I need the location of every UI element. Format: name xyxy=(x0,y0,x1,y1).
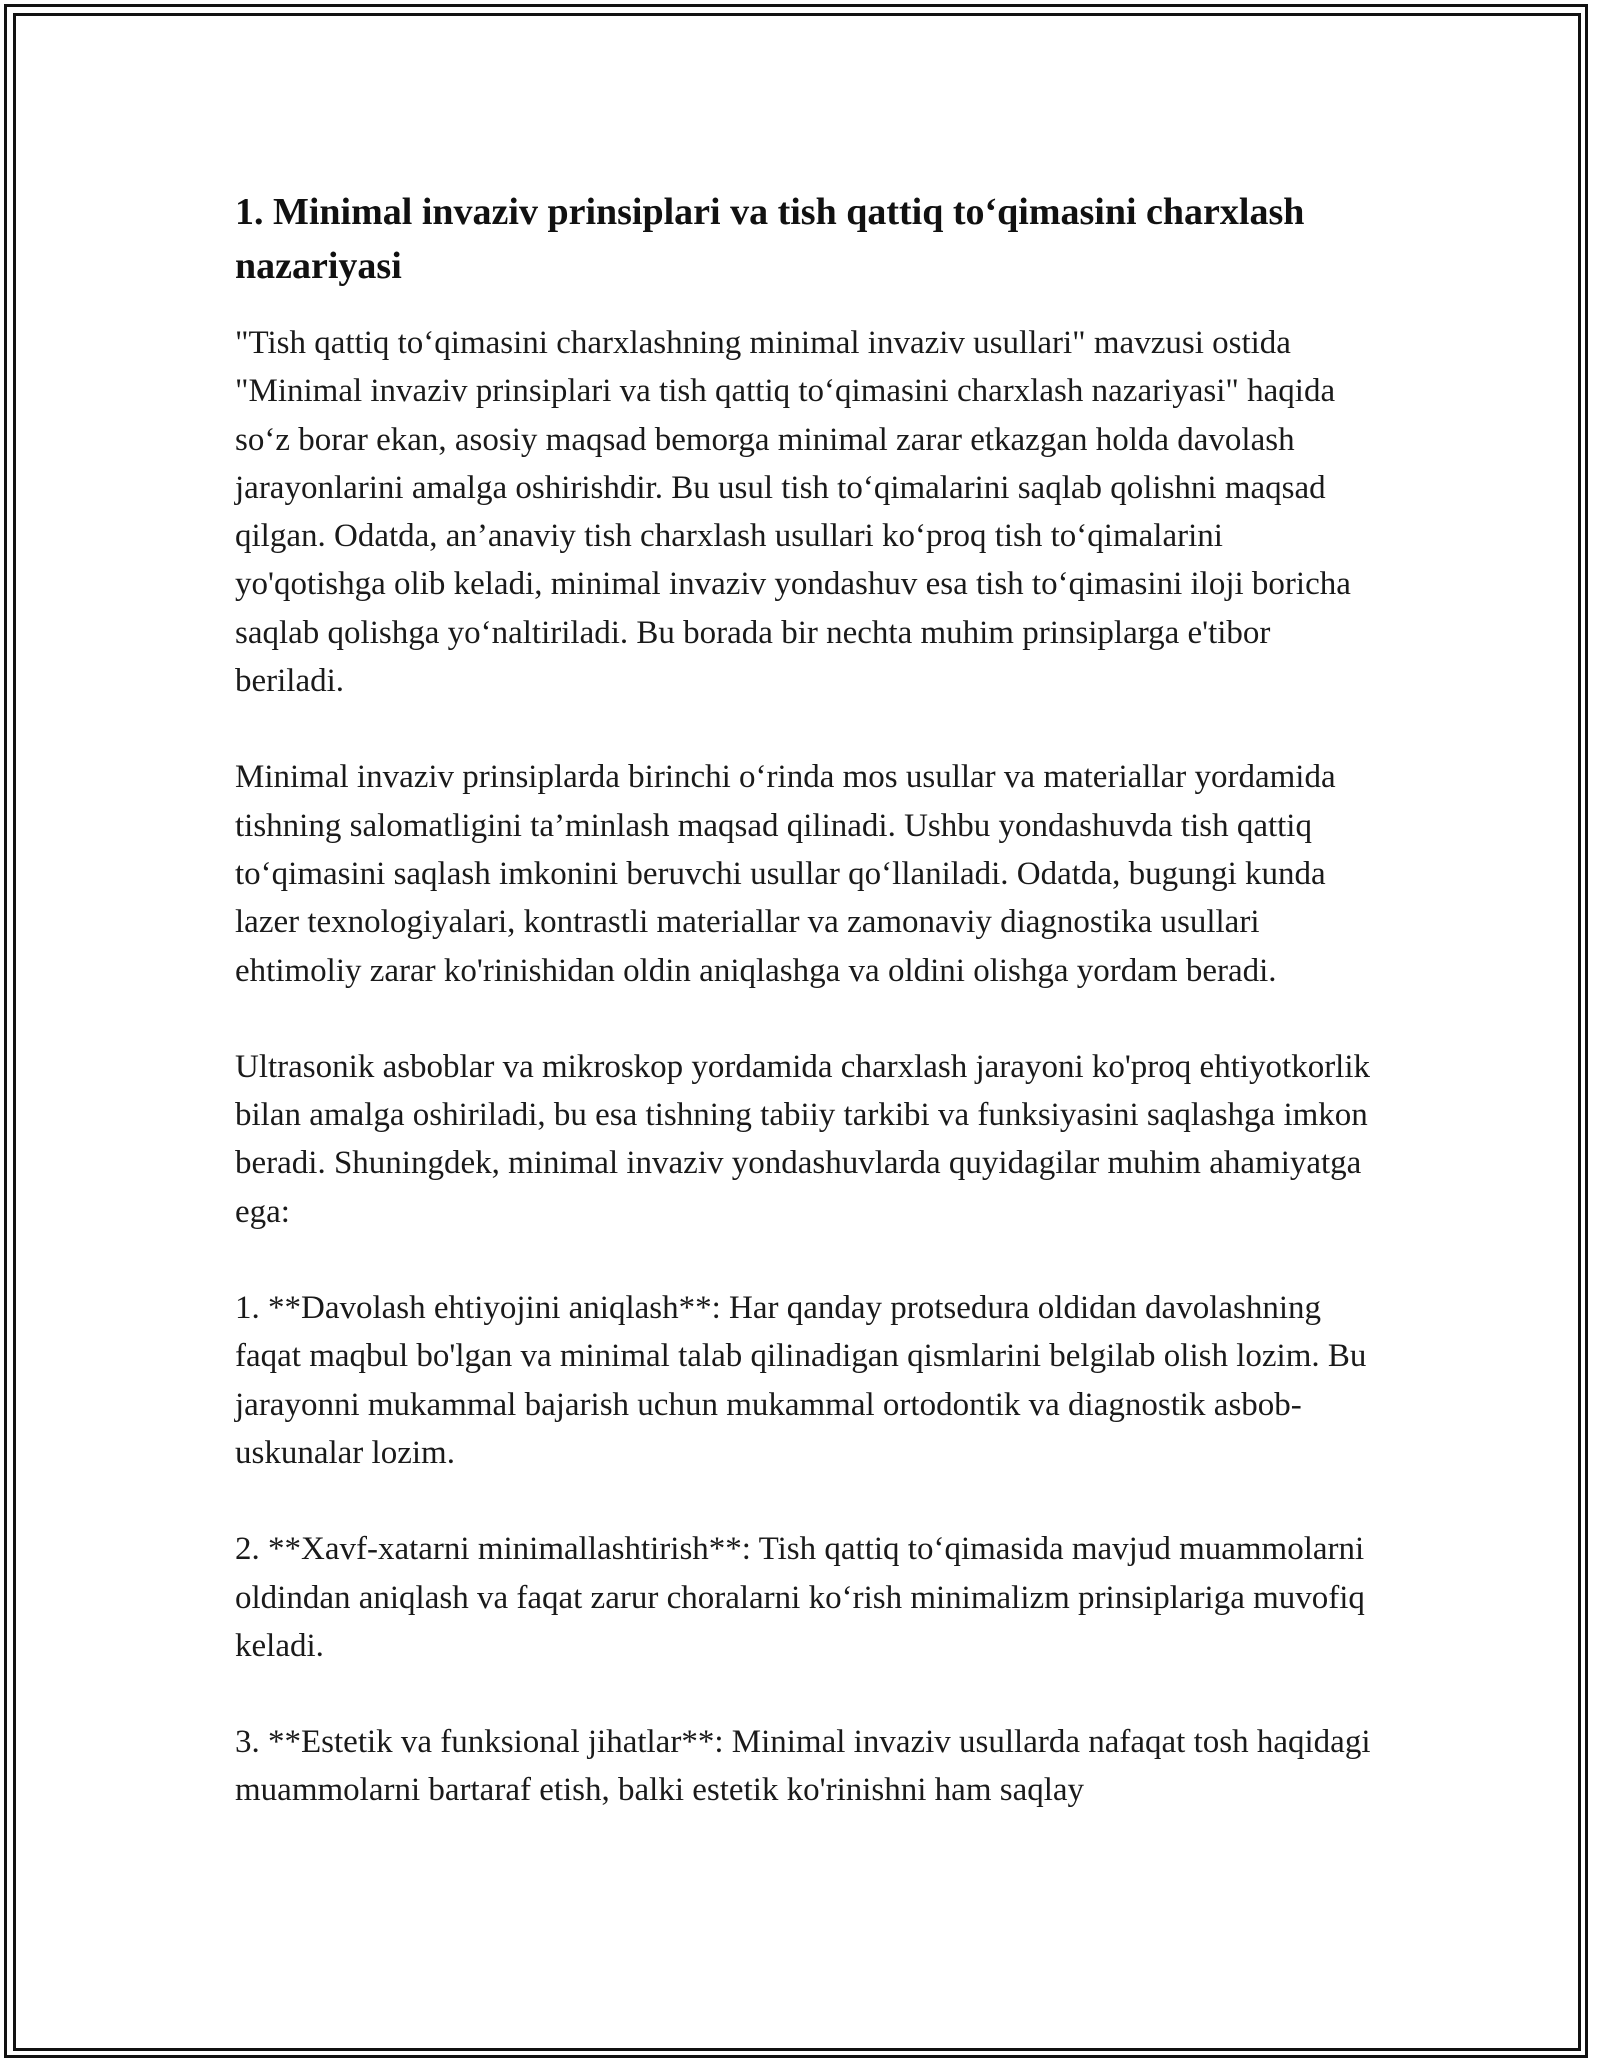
paragraph-intro: "Tish qattiq to‘qimasini charxlashning minimal invaziv usullari" mavzusi ostida "Minimal invaziv prinsiplari va tish qattiq to‘qimasini charxlash nazariyasi" haqida so‘z borar ekan, asosiy maqsad bemorga minimal zarar etkazgan holda davolash jarayonlarini amalga oshirishdir. Bu usul tish to‘qimalarini saqlab qolishni maqsad qilgan. Odatda, an’anaviy tish charxlash usullari ko‘proq tish to‘qimalarini yo'qotishga olib keladi, minimal invaziv yondashuv esa tish to‘qimasini iloji boricha saqlab qolishga yo‘naltiriladi. Bu borada bir nechta muhim prinsiplarga e'tibor beriladi. xyxy=(235,325,1351,700)
paragraph-principles: Minimal invaziv prinsiplarda birinchi o‘rinda mos usullar va materiallar yordamida tishning salomatligini ta’minlash maqsad qilinadi. Ushbu yondashuvda tish qattiq to‘qimasini saqlash imkonini beruvchi usullar qo‘llaniladi. Odatda, bugungi kunda lazer texnologiyalari, kontrastli materiallar va zamonaviy diagnostika usullari ehtimoliy zarar ko'rinishidan oldin aniqlashga va oldini olishga yordam beradi. xyxy=(235,759,1336,989)
document-body xyxy=(235,185,1375,1863)
list-item-2: 2. **Xavf-xatarni minimallashtirish**: Tish qattiq to‘qimasida mavjud muammolarni oldindan aniqlash va faqat zarur choralarni ko‘rish minimalizm prinsiplariga muvofiq keladi. xyxy=(235,1531,1365,1664)
section-title: 1. Minimal invaziv prinsiplari va tish qattiq to‘qimasini charxlash nazariyasi xyxy=(235,191,1305,287)
list-item-3: 3. **Estetik va funksional jihatlar**: Minimal invaziv usullarda nafaqat tosh haqidagi muammolarni bartaraf etish, balki estetik ko'rinishni ham saqlay xyxy=(235,1724,1371,1809)
paragraph-ultrasonic: Ultrasonik asboblar va mikroskop yordamida charxlash jarayoni ko'proq ehtiyotkorlik bilan amalga oshiriladi, bu esa tishning tabiiy tarkibi va funksiyasini saqlashga imkon beradi. Shuningdek, minimal invaziv yondashuvlarda quyidagilar muhim ahamiyatga ega: xyxy=(235,1048,1371,1230)
list-item-1: 1. **Davolash ehtiyojini aniqlash**: Har qanday protsedura oldidan davolashning faqat maqbul bo'lgan va minimal talab qilinadigan qismlarini belgilab olish lozim. Bu jarayonni mukammal bajarish uchun mukammal ortodontik va diagnostik asbob-uskunalar lozim. xyxy=(235,1290,1367,1471)
